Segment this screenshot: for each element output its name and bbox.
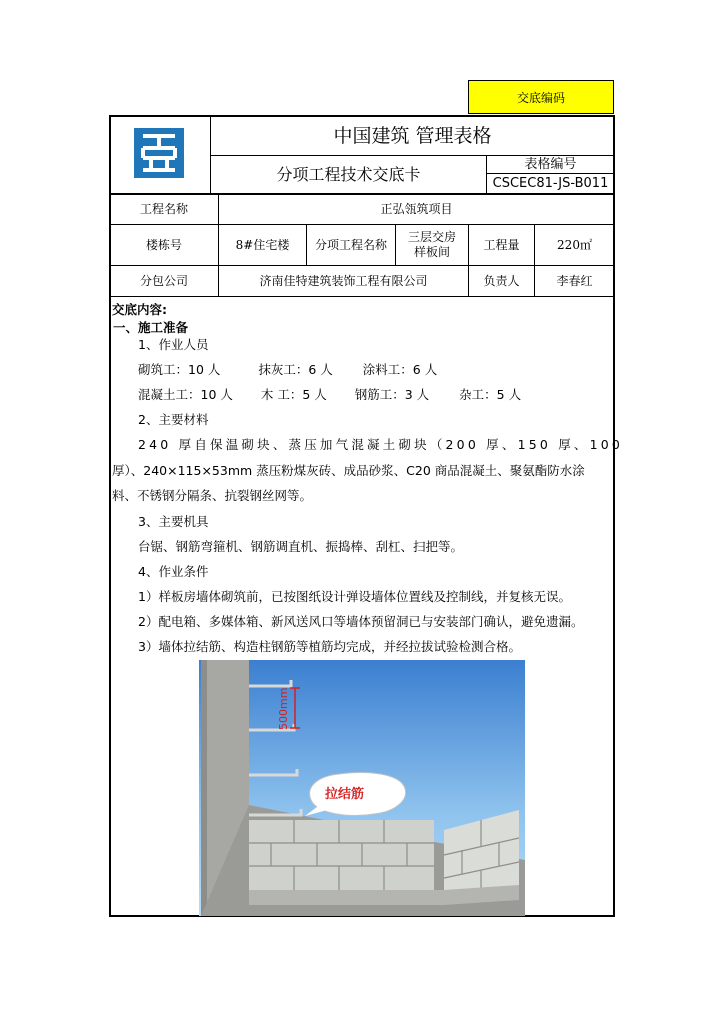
form-number: CSCEC81-JS-B011 bbox=[492, 176, 609, 191]
item-heading: 4、作业条件 bbox=[138, 564, 209, 579]
form-title: 中国建筑 管理表格 bbox=[333, 124, 492, 147]
worker-entry: 砌筑工：10 人 bbox=[138, 362, 221, 377]
worker-entry: 钢筋工：3 人 bbox=[354, 387, 430, 402]
project-name-label: 工程名称 bbox=[139, 202, 188, 216]
callout-label: 拉结筋 bbox=[325, 787, 365, 802]
subcontractor-value: 济南佳特建筑装饰工程有限公司 bbox=[259, 273, 428, 288]
item-heading: 1、作业人员 bbox=[138, 337, 209, 352]
condition-line: 1）样板房墙体砌筑前，已按图纸设计弹设墙体位置线及控制线，并复核无误。 bbox=[138, 589, 571, 604]
building-value: 8#住宅楼 bbox=[235, 237, 290, 252]
item-heading: 2、主要材料 bbox=[138, 412, 209, 427]
form-number-label: 表格编号 bbox=[524, 157, 577, 172]
worker-entry: 抹灰工：6 人 bbox=[258, 362, 333, 377]
disclosure-code-box bbox=[468, 80, 614, 114]
project-name-value: 正弘瓴筑项目 bbox=[380, 202, 453, 216]
cscec-logo bbox=[134, 128, 184, 178]
worker-entry: 涂料工：6 人 bbox=[362, 362, 438, 377]
workers-line bbox=[138, 385, 521, 403]
grid-line bbox=[110, 296, 614, 297]
condition-line: 2）配电箱、多媒体箱、新风送风口等墙体预留洞已与安装部门确认，避免遗漏。 bbox=[138, 614, 584, 629]
worker-entry: 混凝土工：10 人 bbox=[138, 387, 233, 402]
worker-entry: 杂工：5 人 bbox=[459, 387, 522, 402]
quantity-value: 220㎡ bbox=[557, 237, 592, 252]
disclosure-code-label: 交底编码 bbox=[516, 90, 565, 105]
section-heading: 一、施工准备 bbox=[113, 320, 189, 335]
quantity-label: 工程量 bbox=[483, 237, 520, 252]
masonry-illustration bbox=[199, 660, 525, 916]
materials-line: 料、不锈钢分隔条、抗裂钢丝网等。 bbox=[112, 488, 313, 503]
dimension-label: 500mm bbox=[277, 687, 290, 730]
form-subtitle: 分项工程技术交底卡 bbox=[276, 165, 421, 184]
materials-line: 厚）、240×115×53mm 蒸压粉煤灰砖、成品砂浆、C20 商品混凝土、聚氨酯防水涂 bbox=[112, 463, 585, 478]
subproject-value: 三层交房 样板间 bbox=[407, 230, 456, 259]
subproject-label: 分项工程名称 bbox=[314, 237, 387, 252]
materials-line: 240 厚自保温砌块、蒸压加气混凝土砌块（200 厚、150 厚、100 bbox=[138, 437, 624, 452]
building-label: 楼栋号 bbox=[145, 237, 182, 252]
subcontractor-label: 分包公司 bbox=[139, 273, 188, 288]
condition-line: 3）墙体拉结筋、构造柱钢筋等植筋均完成，并经拉拔试验检测合格。 bbox=[138, 639, 521, 654]
workers-line bbox=[138, 360, 437, 378]
manager-value: 李春红 bbox=[556, 273, 593, 288]
manager-label: 负责人 bbox=[483, 273, 520, 288]
tools-line: 台锯、钢筋弯箍机、钢筋调直机、振捣棒、刮杠、扫把等。 bbox=[138, 539, 464, 554]
content-heading: 交底内容: bbox=[112, 302, 167, 317]
item-heading: 3、主要机具 bbox=[138, 514, 209, 529]
worker-entry: 木 工：5 人 bbox=[260, 387, 327, 402]
